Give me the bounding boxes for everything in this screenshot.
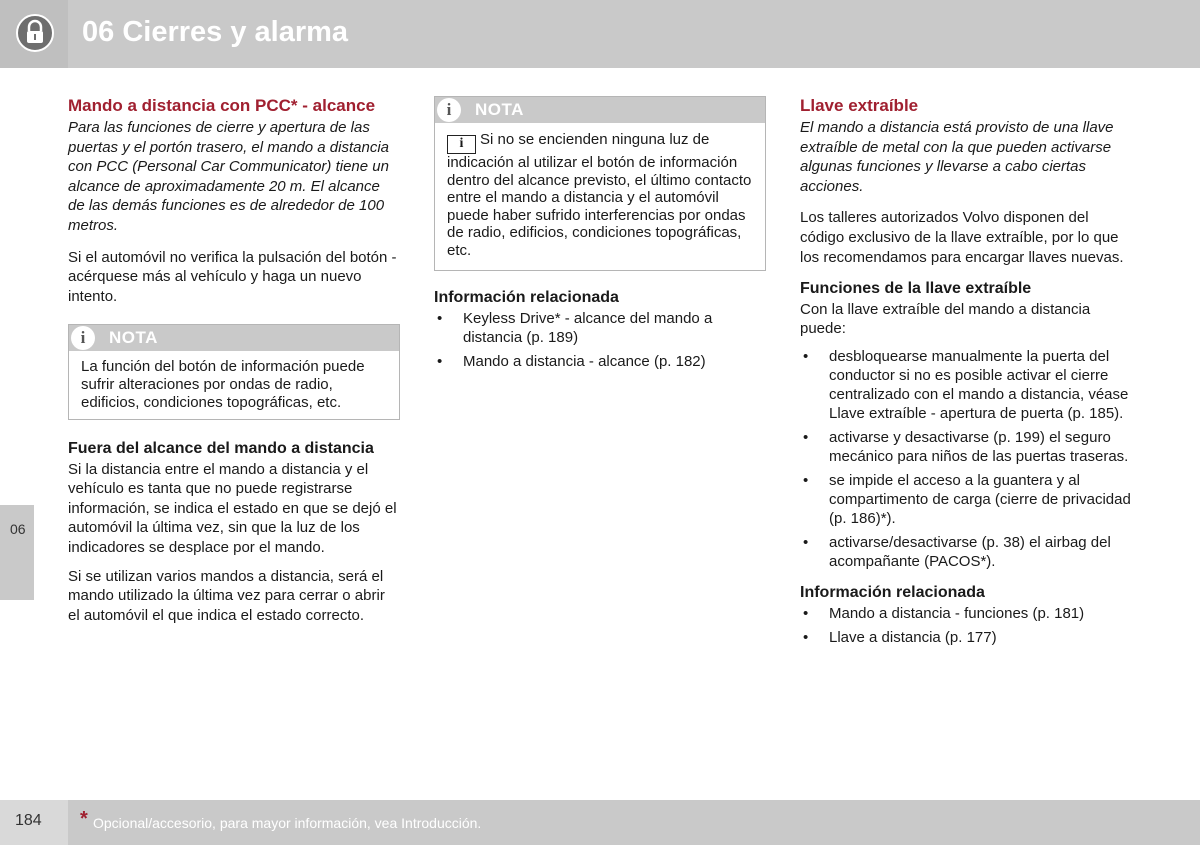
side-tab-label: 06 [10, 521, 26, 537]
paragraph: Si la distancia entre el mando a distancia y el vehículo es tanta que no puede registrarse información, se indica el estado en que se dejó el automóvil la última vez, sin que la luz de los indicadores se desplace por el mando. [68, 460, 397, 556]
list-item: • Llave a distancia (p. 177) [800, 628, 1134, 647]
page-footer [0, 800, 1200, 845]
related-info-heading: Información relacionada [800, 583, 985, 601]
info-square-icon: i [447, 135, 476, 154]
footnote-text: Opcional/accesorio, para mayor información, vea Introducción. [93, 815, 482, 831]
note-header [435, 97, 765, 123]
paragraph: Si se utilizan varios mandos a distancia, será el mando utilizado la última vez para cerrar o abrir el automóvil el que indica el estado correcto. [68, 567, 385, 624]
intro-italic-text: Para las funciones de cierre y apertura de las puertas y el portón trasero, el mando a distancia con PCC (Personal Car Communicator) tiene un alcance de aproximadamente 20 m. El alcance de las demás funciones es de alrededor de 100 metros. [68, 119, 390, 234]
column-1 [68, 95, 400, 625]
page-number: 184 [15, 812, 42, 829]
column-2 [434, 96, 766, 371]
chapter-side-tab [0, 505, 34, 600]
section-heading-removable-key: Llave extraíble [800, 96, 919, 115]
related-info-list [800, 604, 1134, 647]
list-item: • activarse/desactivarse (p. 38) el airbag del acompañante (PACOS*). [800, 533, 1134, 571]
note-box [434, 96, 766, 271]
intro-italic-text: El mando a distancia está provisto de una llave extraíble de metal con la que pueden activarse algunas funciones y llevarse a cabo ciertas acciones. [800, 119, 1114, 195]
subheading-key-functions: Funciones de la llave extraíble [800, 280, 1032, 298]
note-header [69, 325, 399, 351]
paragraph: Con la llave extraíble del mando a distancia puede: [800, 300, 1091, 338]
note-text: La función del botón de información puede sufrir alteraciones por ondas de radio, edificios, condiciones topográficas, etc. [81, 358, 365, 411]
paragraph: Si el automóvil no verifica la pulsación del botón - acérquese más al vehículo y haga un nuevo intento. [68, 248, 397, 305]
chapter-title: 06 Cierres y alarma [82, 16, 349, 48]
info-icon: i [71, 326, 95, 350]
list-item: • Mando a distancia - alcance (p. 182) [434, 352, 766, 371]
list-item: • Keyless Drive* - alcance del mando a distancia (p. 189) [434, 309, 766, 347]
paragraph: Los talleres autorizados Volvo disponen del código exclusivo de la llave extraíble, por lo que los recomendamos para encargar llaves nuevas. [800, 209, 1124, 266]
page-header [0, 0, 1200, 68]
lock-icon [16, 14, 54, 52]
page-number-box [0, 800, 68, 845]
functions-list [800, 347, 1134, 571]
note-label: NOTA [109, 328, 158, 348]
note-label: NOTA [475, 100, 524, 119]
section-heading-pcc-range: Mando a distancia con PCC* - alcance [68, 96, 376, 115]
list-item: • activarse y desactivarse (p. 199) el seguro mecánico para niños de las puertas traseras. [800, 428, 1134, 466]
related-info-list [434, 309, 766, 371]
footnote-star: * [80, 808, 88, 830]
note-text: Si no se encienden ninguna luz de indicación al utilizar el botón de información dentro del alcance previsto, el último contacto entre el mando a distancia y el automóvil puede haber sufrido interferencias por ondas de radio, edificios, condiciones topográficas, etc. [447, 131, 752, 259]
list-item: • se impide el acceso a la guantera y al compartimento de carga (cierre de privacidad (p. 186)*). [800, 471, 1134, 528]
list-item: • desbloquearse manualmente la puerta del conductor si no es posible activar el cierre centralizado con el mando a distancia, véase Llave extraíble - apertura de puerta (p. 185). [800, 347, 1134, 423]
subheading-out-of-range: Fuera del alcance del mando a distancia [68, 440, 374, 458]
info-icon: i [437, 98, 461, 122]
column-3 [800, 95, 1134, 647]
list-item: • Mando a distancia - funciones (p. 181) [800, 604, 1134, 623]
related-info-heading: Información relacionada [434, 288, 619, 306]
note-box [68, 324, 400, 420]
note-content [435, 123, 765, 270]
header-icon-box [0, 0, 68, 68]
